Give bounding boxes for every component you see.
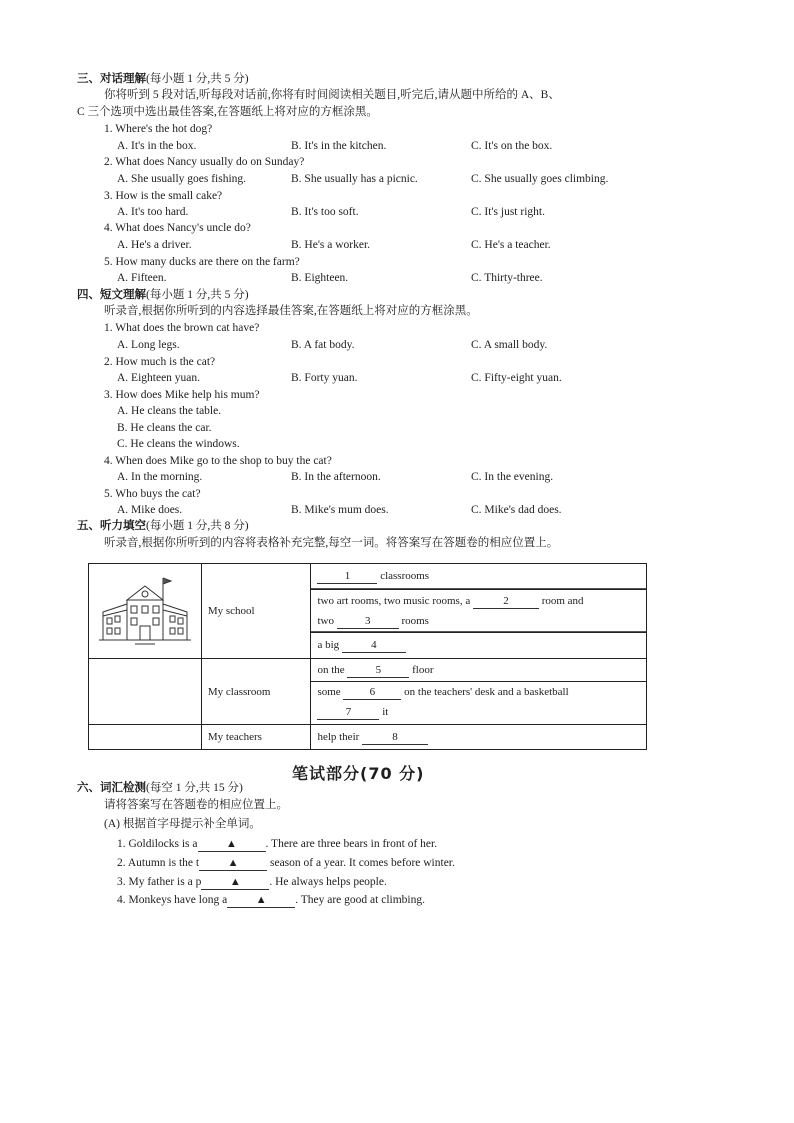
row-2-post: room and — [541, 595, 584, 607]
item-pre: 1. Goldilocks is a — [117, 838, 198, 850]
illustration-spacer-2 — [89, 725, 202, 750]
option-b: B. Eighteen. — [291, 272, 349, 284]
option-b: B. Forty yuan. — [291, 372, 358, 384]
option-a: A. Long legs. — [117, 339, 180, 351]
option-c: C. A small body. — [471, 339, 548, 351]
item-post: . He always helps people. — [269, 876, 387, 888]
item-post: . They are good at climbing. — [295, 894, 425, 906]
item-pre: 3. My father is a p — [117, 876, 202, 888]
vocab-item-3 — [117, 875, 387, 890]
row-3-pre: a big — [317, 639, 340, 651]
option-a: A. It's in the box. — [117, 140, 197, 152]
item-post: season of a year. It comes before winter. — [267, 857, 455, 869]
section-3-title: 三、对话理解 — [77, 73, 146, 85]
section-5-instruction: 听录音,根据你所听到的内容将表格补充完整,每空一词。将答案写在答题卷的相应位置上。 — [104, 537, 559, 549]
school-illustration — [89, 564, 202, 659]
option-c: C. He's a teacher. — [471, 239, 551, 251]
blank-5: 5 — [347, 664, 409, 678]
option-c: C. Fifty-eight yuan. — [471, 372, 562, 384]
option-b: B. It's in the kitchen. — [291, 140, 387, 152]
blank-6: 6 — [343, 686, 401, 700]
section-6-note: (每空 1 分,共 15 分) — [146, 782, 243, 794]
option-b: B. He cleans the car. — [117, 422, 212, 434]
section-3-note: (每小题 1 分,共 5 分) — [146, 73, 249, 85]
option-c: C. He cleans the windows. — [117, 438, 240, 450]
option-a: A. Mike does. — [117, 504, 183, 516]
vocab-item-1 — [117, 837, 437, 852]
question-text: 5. How many ducks are there on the farm? — [104, 256, 300, 268]
section-3-instruction-2: C 三个选项中选出最佳答案,在答题纸上将对应的方框涂黑。 — [77, 106, 378, 118]
vocab-item-2 — [117, 856, 455, 871]
my-teachers-label: My teachers — [201, 725, 311, 750]
my-school-label: My school — [201, 564, 311, 659]
section-5-note: (每小题 1 分,共 8 分) — [146, 520, 249, 532]
option-c: C. Thirty-three. — [471, 272, 543, 284]
section-5-title: 五、听力填空 — [77, 520, 146, 532]
school-building-icon — [97, 570, 193, 650]
section-6-title: 六、词汇检测 — [77, 782, 146, 794]
row-5b-post: it — [382, 706, 389, 718]
question-text: 2. How much is the cat? — [104, 356, 216, 368]
school-row-2 — [311, 590, 647, 633]
question-text: 4. When does Mike go to the shop to buy the cat? — [104, 455, 332, 467]
school-row-3 — [311, 633, 647, 659]
question-text: 1. Where's the hot dog? — [104, 123, 213, 135]
blank-1: 1 — [317, 570, 377, 584]
option-b: B. She usually has a picnic. — [291, 173, 418, 185]
option-c: C. In the evening. — [471, 471, 554, 483]
item-pre: 2. Autumn is the t — [117, 857, 200, 869]
written-part-title: 笔试部分(70 分) — [292, 764, 425, 783]
section-6-instruction: 请将答案写在答题卷的相应位置上。 — [104, 799, 288, 811]
option-a: A. It's too hard. — [117, 206, 189, 218]
listening-table — [88, 563, 647, 750]
option-a: A. She usually goes fishing. — [117, 173, 247, 185]
blank-3: 3 — [337, 615, 399, 629]
answer-blank-4[interactable] — [227, 894, 295, 908]
teachers-row — [311, 725, 647, 750]
vocab-item-4 — [117, 893, 425, 908]
question-text: 2. What does Nancy usually do on Sunday? — [104, 156, 305, 168]
question-text: 3. How is the small cake? — [104, 190, 223, 202]
triangle-marker-icon: ▲ — [227, 857, 239, 869]
option-c: C. It's just right. — [471, 206, 545, 218]
my-classroom-label: My classroom — [201, 659, 311, 725]
section-4-title: 四、短文理解 — [77, 289, 146, 301]
section-6-header — [77, 781, 243, 795]
row-4-pre: on the — [317, 664, 345, 676]
row-2-pre: two art rooms, two music rooms, a — [317, 595, 471, 607]
illustration-spacer — [89, 659, 202, 725]
option-c: C. She usually goes climbing. — [471, 173, 609, 185]
answer-blank-1[interactable] — [198, 838, 266, 852]
option-b: B. It's too soft. — [291, 206, 359, 218]
triangle-marker-icon: ▲ — [226, 838, 237, 850]
row-5-post: on the teachers' desk and a basketball — [404, 686, 569, 698]
section-3-instruction-1: 你将听到 5 段对话,听每段对话前,你将有时间阅读相关题目,听完后,请从题中所给的 A、B、 — [104, 89, 560, 101]
row-5-pre: some — [317, 686, 341, 698]
answer-blank-2[interactable] — [199, 857, 267, 871]
section-5-header — [77, 519, 249, 533]
blank-7: 7 — [317, 706, 379, 720]
question-text: 5. Who buys the cat? — [104, 488, 201, 500]
question-text: 4. What does Nancy's uncle do? — [104, 222, 251, 234]
question-text: 1. What does the brown cat have? — [104, 322, 260, 334]
school-row-1 — [311, 564, 647, 590]
classroom-row-1 — [311, 659, 647, 682]
triangle-marker-icon: ▲ — [229, 876, 241, 888]
section-3-header — [77, 72, 249, 86]
row-2b-pre: two — [317, 615, 334, 627]
option-a: A. He cleans the table. — [117, 405, 222, 417]
answer-blank-3[interactable] — [201, 876, 269, 890]
row-4-post: floor — [412, 664, 434, 676]
option-b: B. Mike's mum does. — [291, 504, 389, 516]
blank-2: 2 — [473, 595, 539, 609]
section-4-note: (每小题 1 分,共 5 分) — [146, 289, 249, 301]
option-a: A. He's a driver. — [117, 239, 192, 251]
option-a: A. Fifteen. — [117, 272, 167, 284]
triangle-marker-icon: ▲ — [255, 894, 267, 906]
option-a: A. Eighteen yuan. — [117, 372, 201, 384]
option-b: B. A fat body. — [291, 339, 355, 351]
row-1-text: classrooms — [380, 570, 430, 582]
section-4-header — [77, 288, 249, 302]
question-text: 3. How does Mike help his mum? — [104, 389, 260, 401]
blank-8: 8 — [362, 731, 428, 745]
section-4-instruction: 听录音,根据你所听到的内容选择最佳答案,在答题纸上将对应的方框涂黑。 — [104, 305, 478, 317]
row-6-pre: help their — [317, 731, 360, 743]
option-a: A. In the morning. — [117, 471, 203, 483]
blank-4: 4 — [342, 639, 406, 653]
option-b: B. He's a worker. — [291, 239, 371, 251]
option-b: B. In the afternoon. — [291, 471, 381, 483]
item-pre: 4. Monkeys have long a — [117, 894, 228, 906]
classroom-row-2 — [311, 682, 647, 725]
option-c: C. Mike's dad does. — [471, 504, 562, 516]
row-2b-post: rooms — [401, 615, 429, 627]
option-c: C. It's on the box. — [471, 140, 553, 152]
item-post: . There are three bears in front of her. — [265, 838, 438, 850]
section-6-sub-a: (A) 根据首字母提示补全单词。 — [104, 818, 261, 830]
